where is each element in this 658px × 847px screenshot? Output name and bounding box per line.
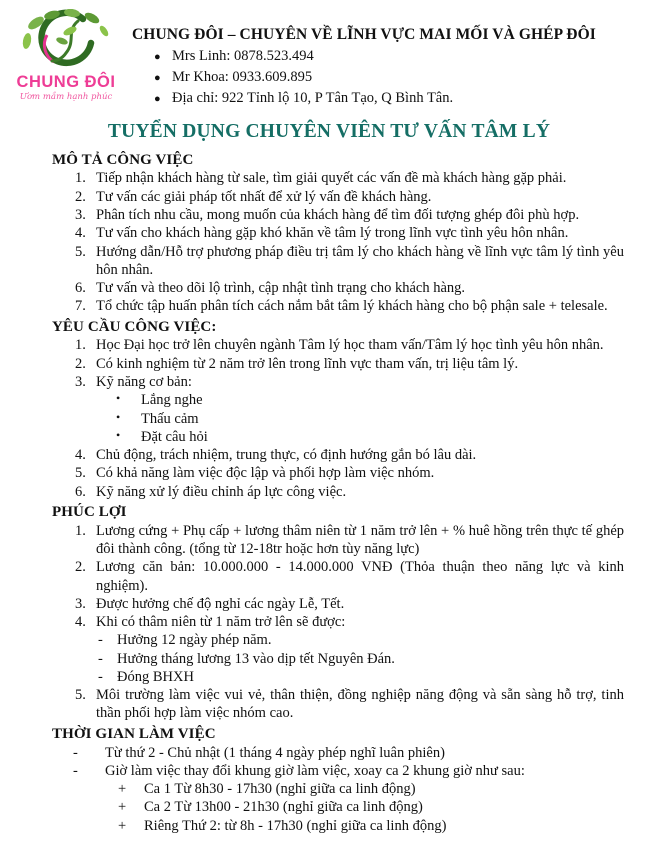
list-item-text: Kỹ năng xử lý điều chỉnh áp lực công việc. bbox=[96, 483, 347, 500]
list-marker: + bbox=[118, 817, 127, 834]
list-marker: 3. bbox=[75, 374, 86, 390]
list-marker: 1. bbox=[75, 170, 86, 187]
list-item-text: Đặt câu hỏi bbox=[141, 428, 208, 445]
list-item bbox=[52, 224, 624, 242]
list-item bbox=[52, 410, 624, 428]
list-marker: 4. bbox=[75, 225, 86, 242]
list-item bbox=[52, 595, 624, 613]
list-item bbox=[52, 446, 624, 464]
list-marker: • bbox=[116, 391, 121, 406]
list-item bbox=[52, 188, 624, 206]
list-item bbox=[52, 613, 624, 631]
list-marker: 3. bbox=[75, 595, 86, 612]
logo-tree-icon bbox=[14, 9, 118, 71]
list-item-text: Hưởng 12 ngày phép năm. bbox=[117, 632, 272, 649]
list-item bbox=[52, 279, 624, 297]
list-marker: + bbox=[118, 781, 127, 798]
list-item bbox=[52, 464, 624, 482]
list-marker: 6. bbox=[75, 280, 86, 297]
contact-address: Địa chỉ: 922 Tỉnh lộ 10, P Tân Tạo, Q Bình Tân. bbox=[172, 89, 454, 106]
list-item-text: Lương cứng + Phụ cấp + lương thâm niên từ 1 năm trở lên + % huê hồng trên thực tế ghép đôi thành công. (tổng từ 12-18tr hoặc hơn tùy năng lực) bbox=[96, 522, 624, 558]
list-marker: 5. bbox=[75, 243, 86, 260]
header bbox=[8, 5, 648, 108]
contact-row bbox=[132, 69, 648, 87]
logo-tagline-text: Ươm mầm hạnh phúc bbox=[19, 91, 113, 102]
company-header-title: CHUNG ĐÔI – CHUYÊN VỀ LĨNH VỰC MAI MỐI VÀ GHÉP ĐÔI bbox=[132, 26, 596, 43]
list-item-text: Kỹ năng cơ bản: bbox=[96, 374, 192, 390]
list-item-text: Đóng BHXH bbox=[117, 668, 194, 685]
section-heading: THỜI GIAN LÀM VIỆC bbox=[52, 725, 216, 742]
list-item-text: Tư vấn và theo dõi lộ trình, cập nhật tình trạng cho khách hàng. bbox=[96, 280, 466, 297]
list-item bbox=[52, 297, 624, 315]
list-item-text: Riêng Thứ 2: từ 8h - 17h30 (nghỉ giữa ca linh động) bbox=[144, 817, 447, 834]
list-marker: 6. bbox=[75, 483, 86, 500]
list-item-text: Hướng dẫn/Hỗ trợ phương pháp điều trị tâm lý cho khách hàng về lĩnh vực tâm lý tình yêu hôn nhân. bbox=[96, 243, 624, 278]
list-marker: 3. bbox=[75, 206, 86, 223]
job-posting-title: TUYỂN DỤNG CHUYÊN VIÊN TƯ VẤN TÂM LÝ bbox=[107, 120, 551, 142]
list-marker: 1. bbox=[75, 337, 86, 354]
list-marker: 2. bbox=[75, 188, 86, 205]
list-marker: • bbox=[116, 427, 121, 442]
list-item bbox=[52, 744, 624, 762]
list-marker: - bbox=[73, 744, 78, 761]
list-marker: 2. bbox=[75, 355, 86, 372]
list-marker: - bbox=[98, 632, 103, 649]
contact-phone-khoa: Mr Khoa: 0933.609.895 bbox=[172, 68, 313, 85]
list-marker: • bbox=[116, 409, 121, 424]
list-item bbox=[52, 798, 624, 816]
list-marker: 5. bbox=[75, 465, 86, 482]
list-item-text: Giờ làm việc thay đổi khung giờ làm việc, xoay ca 2 khung giờ như sau: bbox=[105, 762, 525, 779]
list-item bbox=[52, 391, 624, 409]
list-item-text: Khi có thâm niên từ 1 năm trở lên sẽ được: bbox=[96, 614, 346, 631]
list-item bbox=[52, 631, 624, 649]
logo-brand-text: CHUNG ĐÔI bbox=[16, 73, 116, 91]
section bbox=[52, 503, 624, 723]
section-heading: YÊU CẦU CÔNG VIỆC: bbox=[52, 318, 217, 335]
list-item bbox=[52, 206, 624, 224]
list-marker: 5. bbox=[75, 687, 86, 704]
sections-container bbox=[52, 151, 624, 835]
list-item bbox=[52, 558, 624, 595]
list-item bbox=[52, 762, 624, 780]
list-item-text: Tư vấn cho khách hàng gặp khó khăn về tâm lý trong lĩnh vực tình yêu hôn nhân. bbox=[96, 225, 569, 242]
list-marker: 2. bbox=[75, 559, 86, 576]
list-item bbox=[52, 169, 624, 187]
list-item-text: Ca 2 Từ 13h00 - 21h30 (nghỉ giữa ca linh động) bbox=[144, 799, 423, 816]
list-marker: 4. bbox=[75, 614, 86, 631]
list-item bbox=[52, 686, 624, 723]
list-item bbox=[52, 336, 624, 354]
list-item-text: Môi trường làm việc vui vẻ, thân thiện, đồng nghiệp năng động và sẵn sàng hỗ trợ, tinh thần phối hợp làm việc nhóm cao. bbox=[96, 687, 624, 722]
list-item-text: Có khả năng làm việc độc lập và phối hợp làm việc nhóm. bbox=[96, 465, 435, 482]
list-item-text: Ca 1 Từ 8h30 - 17h30 (nghỉ giữa ca linh động) bbox=[144, 781, 416, 798]
list-marker: - bbox=[98, 650, 103, 667]
list-item-text: Lắng nghe bbox=[141, 392, 203, 409]
contact-bullet-icon: ● bbox=[154, 50, 161, 63]
list-item-text: Hưởng tháng lương 13 vào dịp tết Nguyên Đán. bbox=[117, 650, 395, 667]
list-item bbox=[52, 668, 624, 686]
list-marker: 1. bbox=[75, 522, 86, 539]
contact-bullet-icon: ● bbox=[154, 92, 161, 105]
list-item bbox=[52, 428, 624, 446]
list-item-text: Chủ động, trách nhiệm, trung thực, có định hướng gắn bó lâu dài. bbox=[96, 447, 477, 464]
list-item bbox=[52, 650, 624, 668]
section bbox=[52, 151, 624, 316]
list-item bbox=[52, 522, 624, 559]
list-marker: - bbox=[73, 762, 78, 779]
list-item bbox=[52, 483, 624, 501]
contact-bullet-icon: ● bbox=[154, 71, 161, 84]
chung-doi-logo bbox=[8, 5, 124, 108]
list-item-text: Lương căn bản: 10.000.000 - 14.000.000 VNĐ (Thỏa thuận theo năng lực và kinh nghiệm). bbox=[96, 559, 624, 594]
list-item-text: Phân tích nhu cầu, mong muốn của khách hàng để tìm đối tượng ghép đôi phù hợp. bbox=[96, 206, 580, 223]
list-item-text: Thấu cảm bbox=[141, 410, 199, 427]
list-item-text: Học Đại học trở lên chuyên ngành Tâm lý học tham vấn/Tâm lý học tình yêu hôn nhân. bbox=[96, 337, 604, 354]
list-item bbox=[52, 780, 624, 798]
list-item-text: Tư vấn các giải pháp tốt nhất để xử lý vấn đề khách hàng. bbox=[96, 188, 432, 205]
list-item-text: Tiếp nhận khách hàng từ sale, tìm giải quyết các vấn đề mà khách hàng gặp phải. bbox=[96, 170, 567, 187]
contact-phone-linh: Mrs Linh: 0878.523.494 bbox=[172, 47, 314, 64]
list-marker: - bbox=[98, 668, 103, 685]
section-heading: MÔ TẢ CÔNG VIỆC bbox=[52, 151, 194, 168]
contact-row bbox=[132, 48, 648, 66]
list-marker: 4. bbox=[75, 447, 86, 464]
list-item-text: Có kinh nghiệm từ 2 năm trở lên trong lĩnh vực tham vấn, trị liệu tâm lý. bbox=[96, 355, 519, 372]
section bbox=[52, 318, 624, 501]
contact-row bbox=[132, 90, 648, 108]
list-item-text: Tổ chức tập huấn phân tích cách nắm bắt tâm lý khách hàng cho bộ phận sale + telesale. bbox=[96, 298, 608, 315]
list-item bbox=[52, 243, 624, 280]
header-text bbox=[124, 5, 648, 108]
list-marker: 7. bbox=[75, 298, 86, 315]
list-item bbox=[52, 355, 624, 373]
section bbox=[52, 725, 624, 835]
list-item bbox=[52, 373, 624, 391]
list-item bbox=[52, 817, 624, 835]
list-item-text: Từ thứ 2 - Chủ nhật (1 tháng 4 ngày phép nghĩ luân phiên) bbox=[105, 744, 445, 761]
section-heading: PHÚC LỢI bbox=[52, 503, 127, 520]
list-item-text: Được hưởng chế độ nghỉ các ngày Lễ, Tết. bbox=[96, 595, 345, 612]
list-marker: + bbox=[118, 799, 127, 816]
